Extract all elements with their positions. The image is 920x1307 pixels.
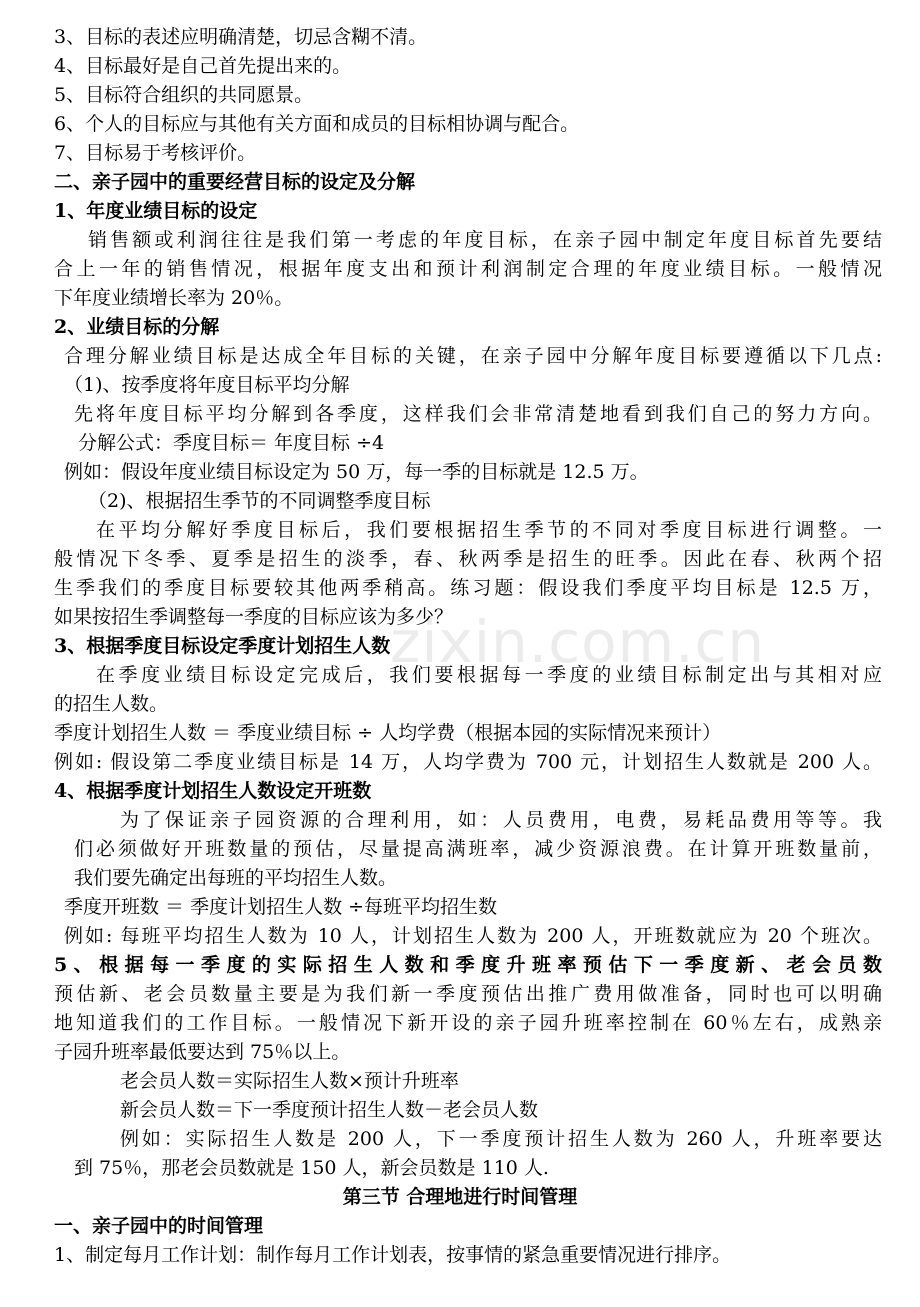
example-line: 例如: 每班平均招生人数为 10 人，计划招生人数为 200 人，开班数就应为 20 个班次。 [64, 925, 882, 947]
paragraph-line: 如果按招生季调整每一季度的目标应该为多少？ [54, 606, 454, 628]
subsection-heading: 5、根据每一季度的实际招生人数和季度升班率预估下一季度新、老会员数 [54, 954, 882, 976]
paragraph-line: 下年度业绩增长率为 20％。 [54, 287, 294, 309]
paragraph-line: 合理分解业绩目标是达成全年目标的关键，在亲子园中分解年度目标要遵循以下几点: [64, 345, 882, 367]
formula-line: 季度开班数 ＝ 季度计划招生人数 ÷每班平均招生数 [64, 896, 498, 918]
list-item: 3、目标的表述应明确清楚，切忌含糊不清。 [54, 26, 428, 48]
formula-line: 分解公式：季度目标＝ 年度目标 ÷4 [78, 432, 385, 454]
paragraph-line: 为了保证亲子园资源的合理利用，如：人员费用，电费，易耗品费用等等。我 [120, 809, 882, 831]
example-line: 到 75％，那老会员数就是 150 人，新会员数是 110 人. [74, 1157, 549, 1179]
section-heading: 一、亲子园中的时间管理 [54, 1215, 264, 1237]
list-item: 5、目标符合组织的共同愿景。 [54, 84, 314, 106]
example-line: 例如：假设年度业绩目标设定为 50 万，每一季的目标就是 12.5 万。 [64, 461, 649, 483]
list-item: 7、目标易于考核评价。 [54, 142, 257, 164]
paragraph-line: 们必须做好开班数量的预估，尽量提高满班率，减少资源浪费。在计算开班数量前， [74, 838, 882, 860]
paragraph-line: 在平均分解好季度目标后，我们要根据招生季节的不同对季度目标进行调整。一 [96, 519, 882, 541]
section-heading: 二、亲子园中的重要经营目标的设定及分解 [54, 171, 416, 193]
paragraph-line: 子园升班率最低要达到 75％以上。 [54, 1041, 351, 1063]
formula-line: 新会员人数＝下一季度预计招生人数－老会员人数 [120, 1099, 539, 1121]
formula-line: 季度计划招生人数 ＝ 季度业绩目标 ÷ 人均学费（根据本园的实际情况来预计） [54, 722, 722, 744]
list-item: （2)、根据招生季节的不同调整季度目标 [88, 490, 431, 512]
example-line: 例如: 假设第二季度业绩目标是 14 万，人均学费为 700 元，计划招生人数就是 200 人。 [54, 751, 882, 773]
subsection-heading: 2、业绩目标的分解 [54, 316, 220, 338]
formula-line: 老会员人数＝实际招生人数×预计升班率 [120, 1070, 459, 1092]
paragraph-line: 在季度业绩目标设定完成后，我们要根据每一季度的业绩目标制定出与其相对应 [96, 664, 882, 686]
watermark: zixin.com.cn [390, 608, 766, 676]
paragraph-line: 生季我们的季度目标要较其他两季稍高。练习题：假设我们季度平均目标是 12.5 万， [54, 577, 882, 599]
paragraph-line: 地知道我们的工作目标。一般情况下新开设的亲子园升班率控制在 60％左右，成熟亲 [54, 1012, 882, 1034]
subsection-heading: 3、根据季度目标设定季度计划招生人数 [54, 635, 391, 657]
example-line: 例如：实际招生人数是 200 人，下一季度预计招生人数为 260 人，升班率要达 [120, 1128, 882, 1150]
list-item: 1、制定每月工作计划：制作每月工作计划表，按事情的紧急重要情况进行排序。 [54, 1244, 732, 1266]
paragraph-line: 预估新、老会员数量主要是为我们新一季度预估出推广费用做准备，同时也可以明确 [54, 983, 882, 1005]
subsection-heading: 4、根据季度计划招生人数设定开班数 [54, 780, 372, 802]
chapter-heading: 第三节 合理地进行时间管理 [342, 1186, 578, 1208]
list-item: 4、目标最好是自己首先提出来的。 [54, 55, 352, 77]
paragraph-line: 我们要先确定出每班的平均招生人数。 [74, 867, 398, 889]
subsection-heading: 1、年度业绩目标的设定 [54, 200, 258, 222]
paragraph-line: 的招生人数。 [54, 693, 169, 715]
list-item: 6、个人的目标应与其他有关方面和成员的目标相协调与配合。 [54, 113, 580, 135]
paragraph-line: 般情况下冬季、夏季是招生的淡季，春、秋两季是招生的旺季。因此在春、秋两个招 [54, 548, 882, 570]
paragraph-line: 合上一年的销售情况，根据年度支出和预计利润制定合理的年度业绩目标。一般情况 [54, 258, 882, 280]
paragraph-line: 销售额或利润往往是我们第一考虑的年度目标，在亲子园中制定年度目标首先要结 [88, 229, 882, 251]
list-item: （1)、按季度将年度目标平均分解 [64, 374, 350, 396]
paragraph-line: 先将年度目标平均分解到各季度，这样我们会非常清楚地看到我们自己的努力方向。 [74, 403, 882, 425]
